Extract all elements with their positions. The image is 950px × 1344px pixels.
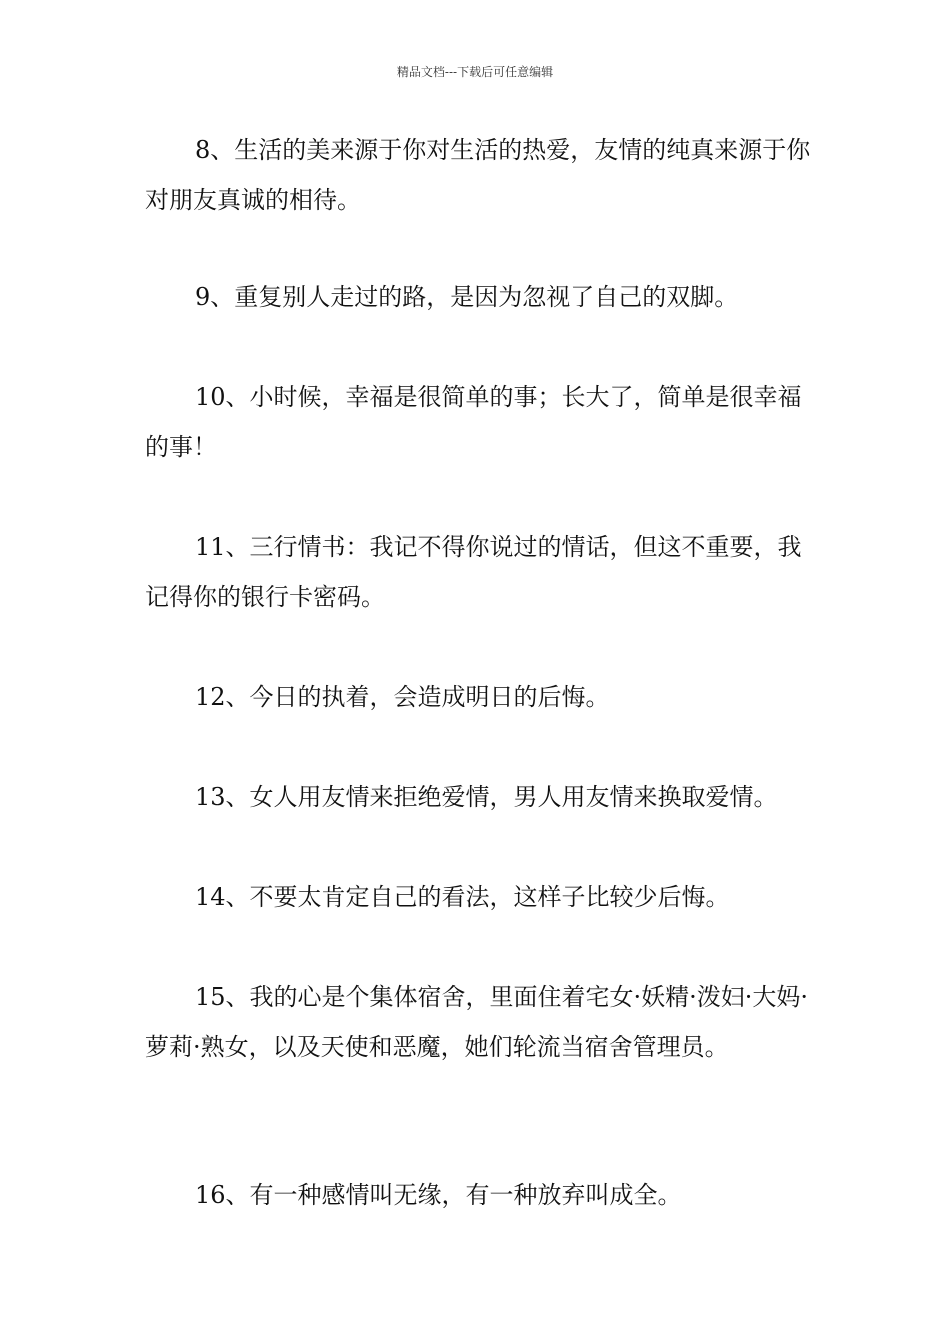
paragraph-11: 11、三行情书：我记不得你说过的情话，但这不重要，我记得你的银行卡密码。 <box>145 533 802 611</box>
paragraph-10: 10、小时候，幸福是很简单的事；长大了，简单是很幸福的事！ <box>145 383 802 461</box>
paragraph-15: 15、我的心是个集体宿舍，里面住着宅女·妖精·泼妇·大妈·萝莉·熟女，以及天使和恶魔，她们轮流当宿舍管理员。 <box>145 983 809 1061</box>
paragraph-8: 8、生活的美来源于你对生活的热爱，友情的纯真来源于你对朋友真诚的相待。 <box>145 136 811 214</box>
paragraph-14: 14、不要太肯定自己的看法，这样子比较少后悔。 <box>195 883 730 911</box>
paragraph-13: 13、女人用友情来拒绝爱情，男人用友情来换取爱情。 <box>195 783 778 811</box>
paragraph-12: 12、今日的执着，会造成明日的后悔。 <box>195 683 610 711</box>
page-header: 精品文档---下载后可任意编辑 <box>396 65 554 79</box>
paragraph-16: 16、有一种感情叫无缘，有一种放弃叫成全。 <box>195 1181 682 1209</box>
paragraph-9: 9、重复别人走过的路，是因为忽视了自己的双脚。 <box>195 283 739 311</box>
